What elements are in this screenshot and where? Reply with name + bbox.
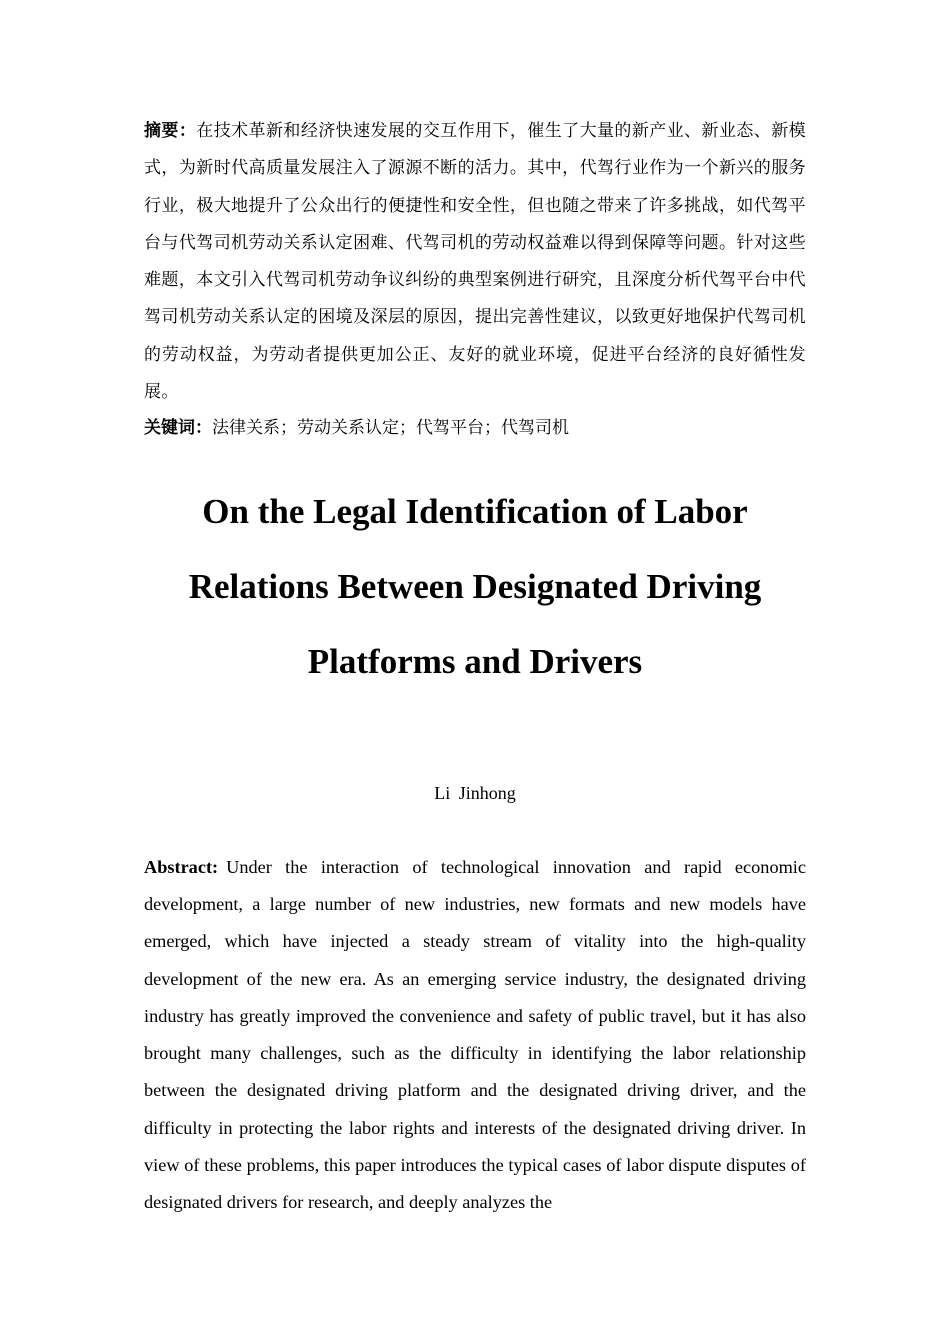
- chinese-abstract-label: 摘要：: [144, 121, 197, 141]
- english-abstract-text: Under the interaction of technological innovation and rapid economic development, a large number of new industries, new formats and new models have emerged, which have injected a steady stream of vitality into the high-quality development of the new era. As an emerging service industry, the designated driving industry has greatly improved the convenience and safety of public travel, but it has also brought many challenges, such as the difficulty in identifying the labor relationship between the designated driving platform and the designated driving driver, and the difficulty in protecting the labor rights and interests of the designated driving driver. In view of these problems, this paper introduces the typical cases of labor dispute disputes of designated drivers for research, and deeply analyzes the: [144, 856, 806, 1213]
- chinese-abstract-text: 在技术革新和经济快速发展的交互作用下，催生了大量的新产业、新业态、新模式，为新时代高质量发展注入了源源不断的活力。其中，代驾行业作为一个新兴的服务行业，极大地提升了公众出行的便捷性和安全性，但也随之带来了许多挑战，如代驾平台与代驾司机劳动关系认定困难、代驾司机的劳动权益难以得到保障等问题。针对这些难题，本文引入代驾司机劳动争议纠纷的典型案例进行研究，且深度分析代驾平台中代驾司机劳动关系认定的困境及深层的原因，提出完善性建议，以致更好地保护代驾司机的劳动权益，为劳动者提供更加公正、友好的就业环境，促进平台经济的良好循性发展。: [144, 121, 806, 403]
- paper-page: [144, 113, 806, 1222]
- chinese-keywords: [144, 410, 806, 447]
- chinese-keywords-label: 关键词：: [144, 418, 212, 439]
- english-title-line-2: Relations Between Designated Driving: [188, 566, 762, 606]
- chinese-abstract: [144, 113, 806, 411]
- english-title: [144, 474, 806, 699]
- chinese-keywords-text: 法律关系；劳动关系认定；代驾平台；代驾司机: [212, 418, 569, 439]
- english-abstract-label: Abstract:: [144, 856, 219, 877]
- english-title-line-1: On the Legal Identification of Labor: [202, 491, 748, 531]
- english-abstract: [144, 849, 806, 1222]
- author-name: Li Jinhong: [434, 782, 516, 803]
- english-title-line-3: Platforms and Drivers: [307, 641, 643, 681]
